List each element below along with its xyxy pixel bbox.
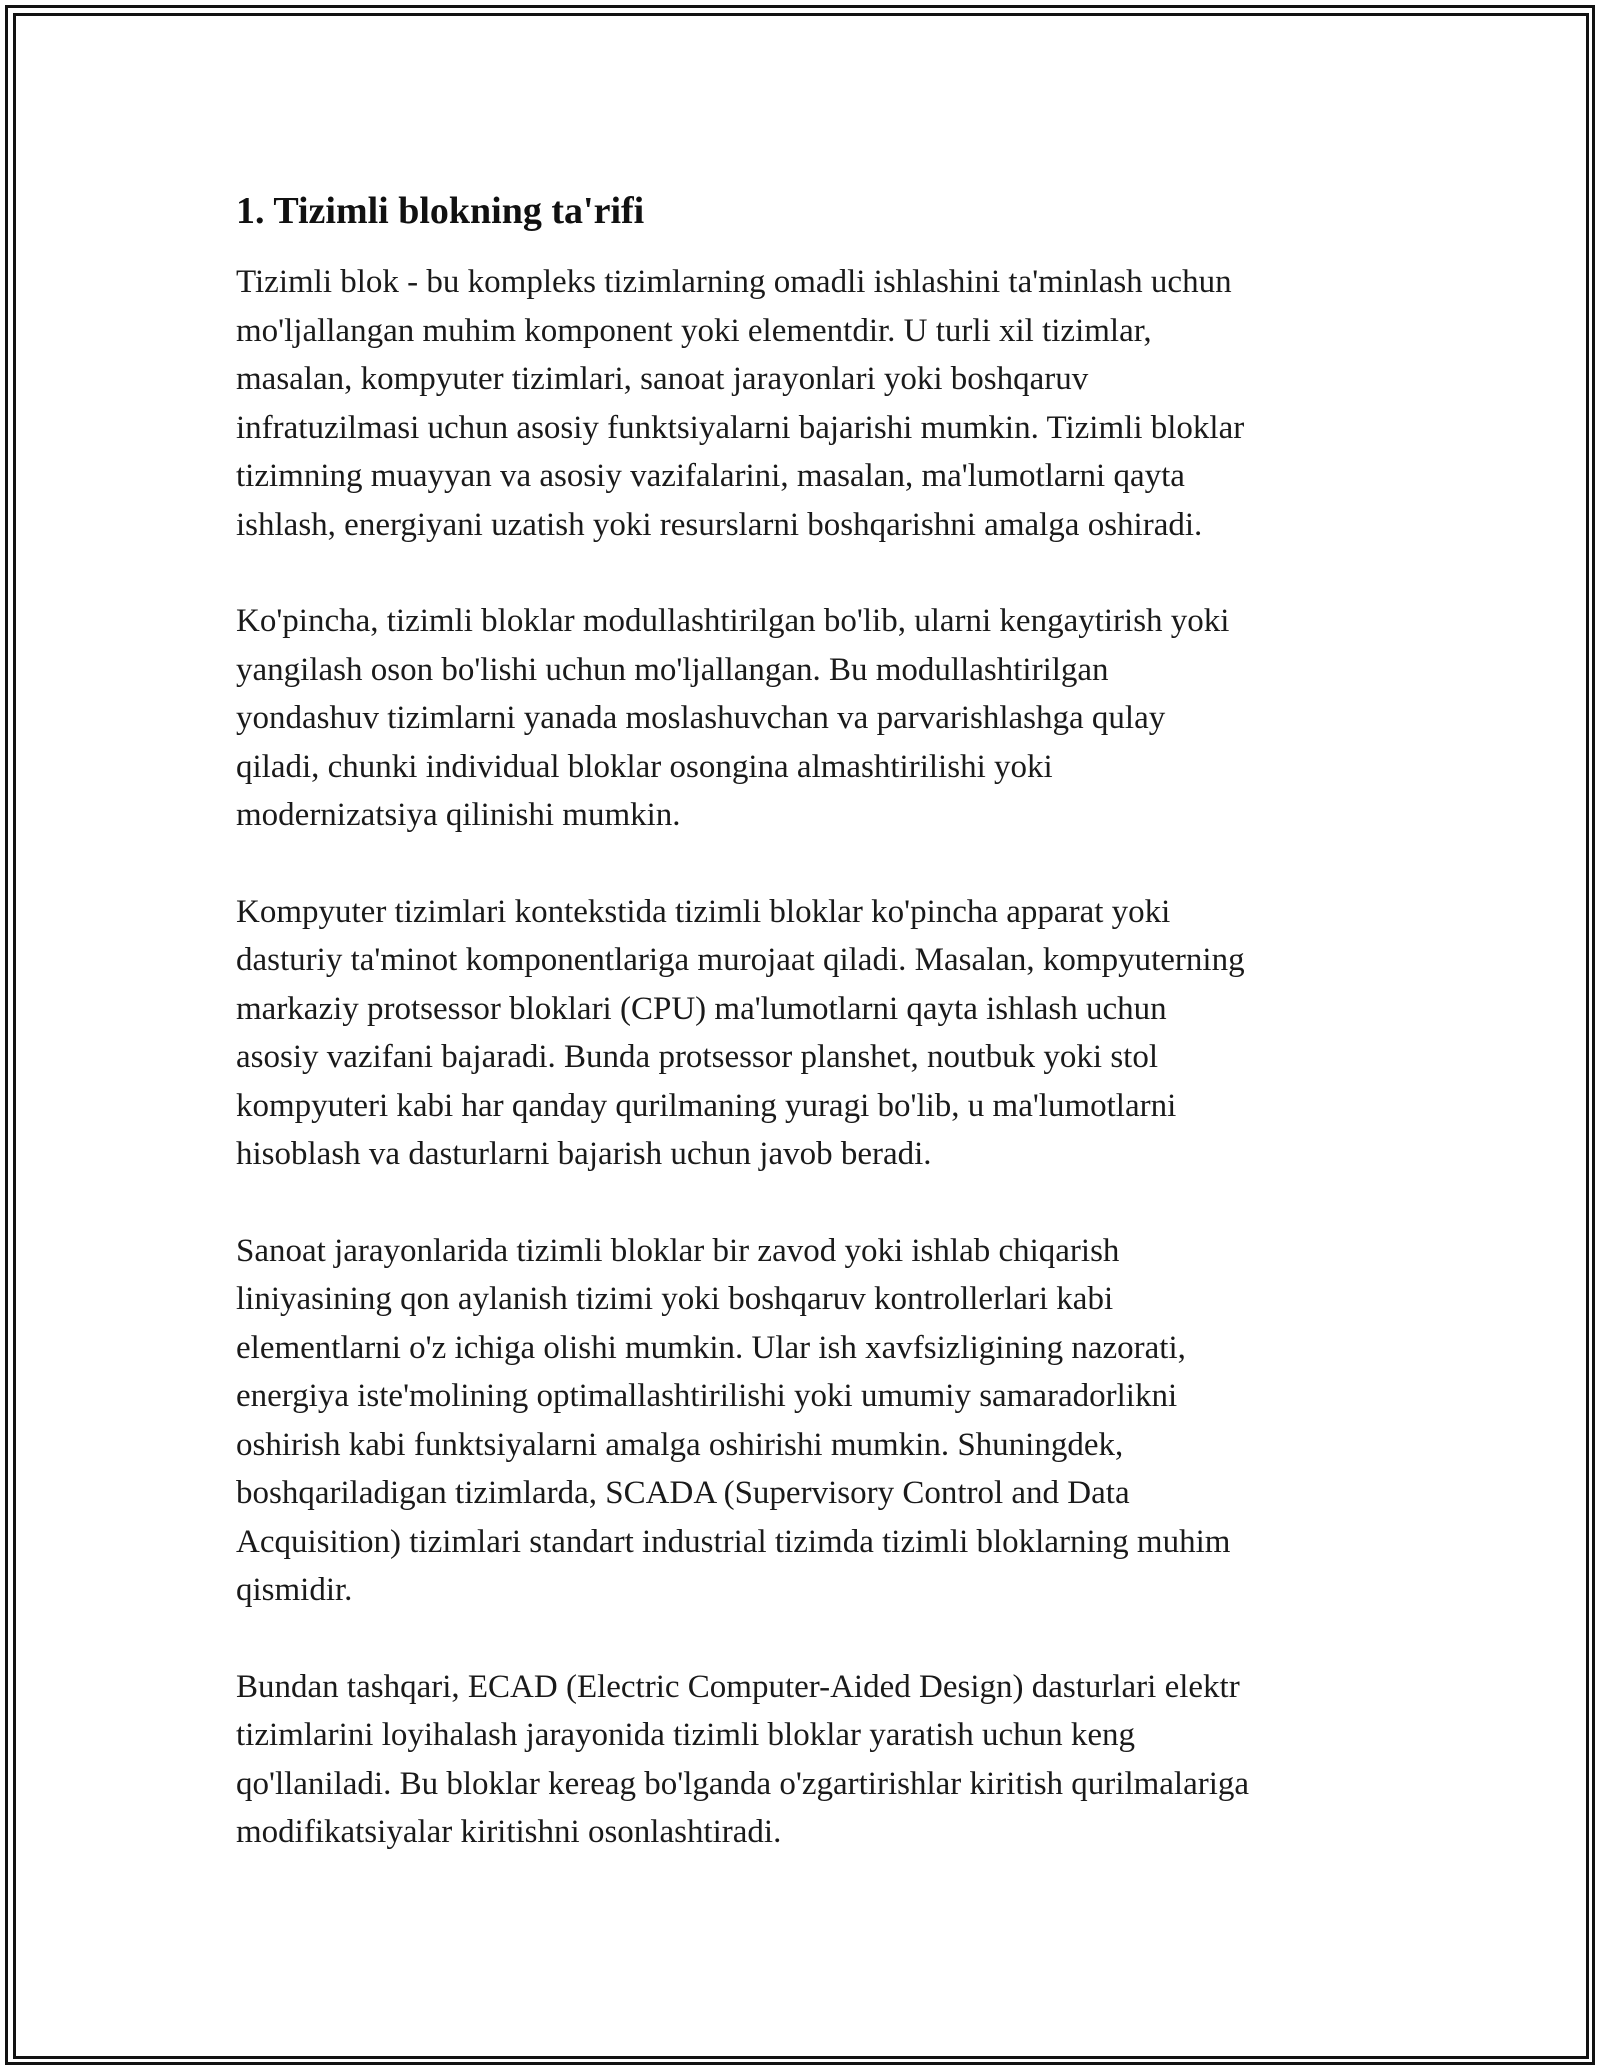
paragraph [236,597,1386,840]
paragraph-list [236,258,1386,1857]
paragraph [236,258,1386,549]
paragraph-line: elementlarni o'z ichiga olishi mumkin. Ular ish xavfsizligining nazorati, [236,1329,1186,1366]
paragraph-line: hisoblash va dasturlarni bajarish uchun javob beradi. [236,1136,932,1172]
paragraph-line: markaziy protsessor bloklari (CPU) ma'lumotlarni qayta ishlash uchun [236,990,1167,1027]
paragraph-line: Sanoat jarayonlarida tizimli bloklar bir zavod yoki ishlab chiqarish [236,1232,1120,1269]
paragraph-line: qo'llaniladi. Bu bloklar kereag bo'lganda o'zgartirishlar kiritish qurilmalariga [236,1765,1250,1802]
paragraph-line: Acquisition) tizimlari standart industrial tizimda tizimli bloklarning muhim [236,1523,1231,1560]
paragraph-line: dasturiy ta'minot komponentlariga murojaat qiladi. Masalan, kompyuterning [236,942,1245,978]
paragraph-line: modifikatsiyalar kiritishni osonlashtiradi. [236,1814,782,1850]
paragraph-line: qiladi, chunki individual bloklar osongina almashtirilishi yoki [236,748,1053,785]
paragraph-line: asosiy vazifani bajaradi. Bunda protsessor planshet, noutbuk yoki stol [236,1039,1159,1075]
paragraph-line: qismidir. [236,1572,353,1608]
paragraph-line: infratuzilmasi uchun asosiy funktsiyalarni bajarishi mumkin. Tizimli bloklar [236,409,1245,446]
paragraph-line: yondashuv tizimlarni yanada moslashuvchan va parvarishlashga qulay [236,700,1166,736]
paragraph-line: tizimlarini loyihalash jarayonida tizimli bloklar yaratish uchun keng [236,1717,1136,1753]
paragraph-line: mo'ljallangan muhim komponent yoki elementdir. U turli xil tizimlar, [236,312,1152,349]
paragraph-line: kompyuteri kabi har qanday qurilmaning yuragi bo'lib, u ma'lumotlarni [236,1087,1177,1124]
paragraph [236,888,1386,1179]
paragraph-line: energiya iste'molining optimallashtirilishi yoki umumiy samaradorlikni [236,1378,1178,1414]
paragraph-line: boshqariladigan tizimlarda, SCADA (Supervisory Control and Data [236,1475,1130,1511]
paragraph-line: Bundan tashqari, ECAD (Electric Computer-Aided Design) dasturlari elektr [236,1668,1240,1705]
section-heading: 1. Tizimli blokning ta'rifi [236,190,645,232]
paragraph-line: ishlash, energiyani uzatish yoki resurslarni boshqarishni amalga oshiradi. [236,506,1203,543]
paragraph-line: liniyasining qon aylanish tizimi yoki boshqaruv kontrollerlari kabi [236,1281,1114,1317]
paragraph-line: Ko'pincha, tizimli bloklar modullashtirilgan bo'lib, ularni kengaytirish yoki [236,603,1230,639]
paragraph-line: Kompyuter tizimlari kontekstida tizimli bloklar ko'pincha apparat yoki [236,893,1171,930]
paragraph-line: modernizatsiya qilinishi mumkin. [236,797,681,833]
paragraph-line: Tizimli blok - bu kompleks tizimlarning omadli ishlashini ta'minlash uchun [236,264,1232,300]
paragraph [236,1663,1386,1857]
document-body [236,188,1386,1905]
paragraph-line: oshirish kabi funktsiyalarni amalga oshirishi mumkin. Shuningdek, [236,1426,1124,1463]
paragraph-line: yangilash oson bo'lishi uchun mo'ljallangan. Bu modullashtirilgan [236,651,1109,688]
paragraph [236,1227,1386,1615]
paragraph-line: masalan, kompyuter tizimlari, sanoat jarayonlari yoki boshqaruv [236,361,1089,397]
paragraph-line: tizimning muayyan va asosiy vazifalarini, masalan, ma'lumotlarni qayta [236,458,1185,494]
